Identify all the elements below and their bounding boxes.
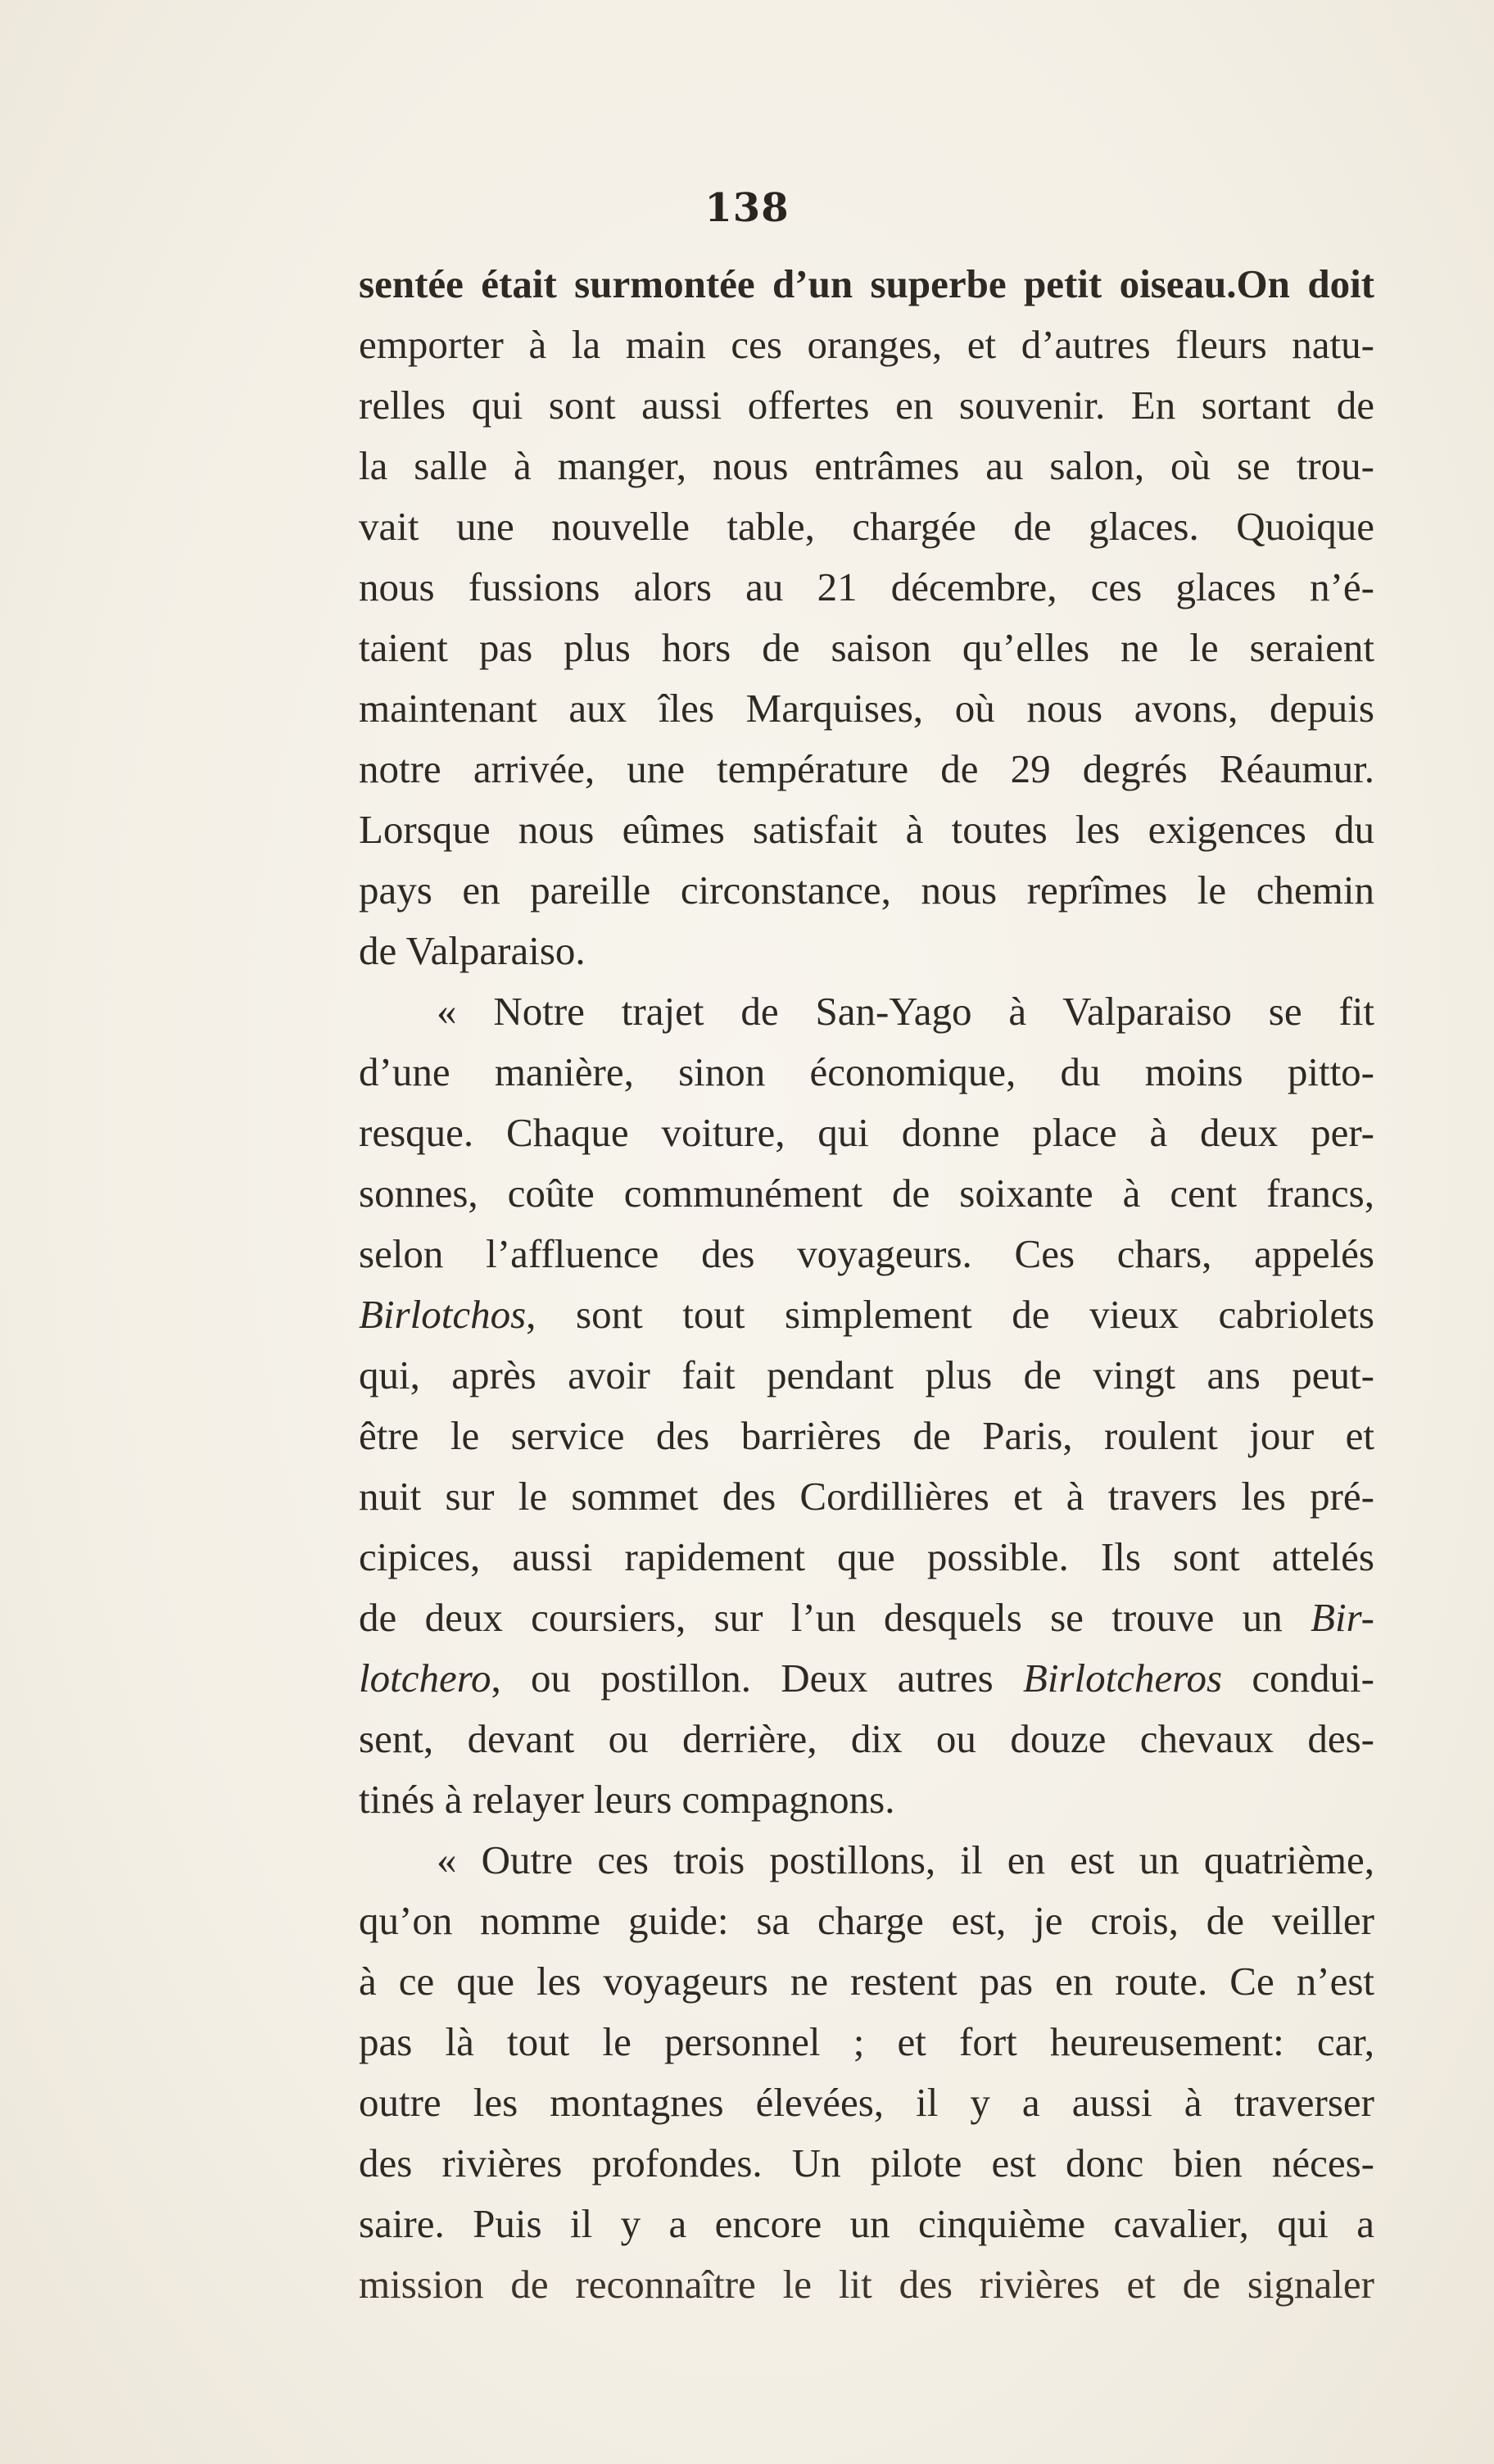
text-line: qui, après avoir fait pendant plus de vingt ans peut-	[359, 1352, 1374, 1397]
italic-term: Birlotcheros	[1022, 1656, 1223, 1701]
text-line: notre arrivée, une température de 29 degrés Réaumur.	[359, 746, 1374, 791]
text-line: à ce que les voyageurs ne restent pas en route. Ce n’est	[359, 1959, 1374, 2004]
text-line-italic-bir: de deux coursiers, sur l’un desquels se trouve un Bir-	[359, 1595, 1374, 1640]
text-line: sent, devant ou derrière, dix ou douze chevaux des-	[359, 1716, 1374, 1761]
text-line: nous fussions alors au 21 décembre, ces glaces n’é-	[359, 564, 1374, 609]
text-line: nuit sur le sommet des Cordillières et à travers les pré-	[359, 1474, 1374, 1519]
text-line: resque. Chaque voiture, qui donne place à deux per-	[359, 1110, 1374, 1155]
text-line: la salle à manger, nous entrâmes au salon, où se trou-	[359, 443, 1374, 488]
text-line: cipices, aussi rapidement que possible. Ils sont attelés	[359, 1534, 1374, 1579]
text-line: mission de reconnaître le lit des rivières et de signaler	[359, 2262, 1374, 2307]
text-line: sentée était surmontée d’un superbe petit oiseau.On doit	[359, 261, 1374, 306]
text-line: des rivières profondes. Un pilote est donc bien néces-	[359, 2140, 1374, 2185]
text-line-italic-birlotchos: Birlotchos, sont tout simplement de vieux cabriolets	[359, 1292, 1374, 1337]
italic-term: Birlotchos	[359, 1292, 527, 1337]
italic-term: Bir-	[1311, 1595, 1374, 1640]
text-line: de Valparaiso.	[359, 928, 586, 973]
text-line: relles qui sont aussi offertes en souvenir. En sortant de	[359, 383, 1374, 428]
text-line: outre les montagnes élevées, il y a aussi à traverser	[359, 2080, 1374, 2125]
text-line: pays en pareille circonstance, nous reprîmes le chemin	[359, 867, 1374, 913]
text-line: « Outre ces trois postillons, il en est un quatrième,	[437, 1837, 1374, 1882]
text-line-italic-lotchero: lotchero, ou postillon. Deux autres Birlotcheros condui-	[359, 1656, 1374, 1701]
text-line: qu’on nomme guide: sa charge est, je crois, de veiller	[359, 1898, 1374, 1943]
text-line: taient pas plus hors de saison qu’elles ne le seraient	[359, 625, 1374, 670]
text-line: vait une nouvelle table, chargée de glaces. Quoique	[359, 504, 1374, 549]
text-line: maintenant aux îles Marquises, où nous avons, depuis	[359, 686, 1374, 731]
text-line: emporter à la main ces oranges, et d’autres fleurs natu-	[359, 322, 1374, 367]
text-line: être le service des barrières de Paris, roulent jour et	[359, 1413, 1374, 1458]
page-number: 138	[704, 185, 790, 231]
text-line: pas là tout le personnel ; et fort heureusement: car,	[359, 2019, 1374, 2064]
text-line: saire. Puis il y a encore un cinquième cavalier, qui a	[359, 2201, 1374, 2246]
text-line: tinés à relayer leurs compagnons.	[359, 1777, 895, 1822]
text-line: sonnes, coûte communément de soixante à cent francs,	[359, 1171, 1374, 1216]
text-line: Lorsque nous eûmes satisfait à toutes les exigences du	[359, 807, 1374, 852]
italic-term: lotchero	[359, 1656, 491, 1701]
text-line: selon l’affluence des voyageurs. Ces chars, appelés	[359, 1231, 1374, 1276]
text-line: d’une manière, sinon économique, du moins pitto-	[359, 1049, 1374, 1094]
text-line: « Notre trajet de San-Yago à Valparaiso se fit	[437, 989, 1374, 1034]
body-text	[359, 254, 1374, 2315]
